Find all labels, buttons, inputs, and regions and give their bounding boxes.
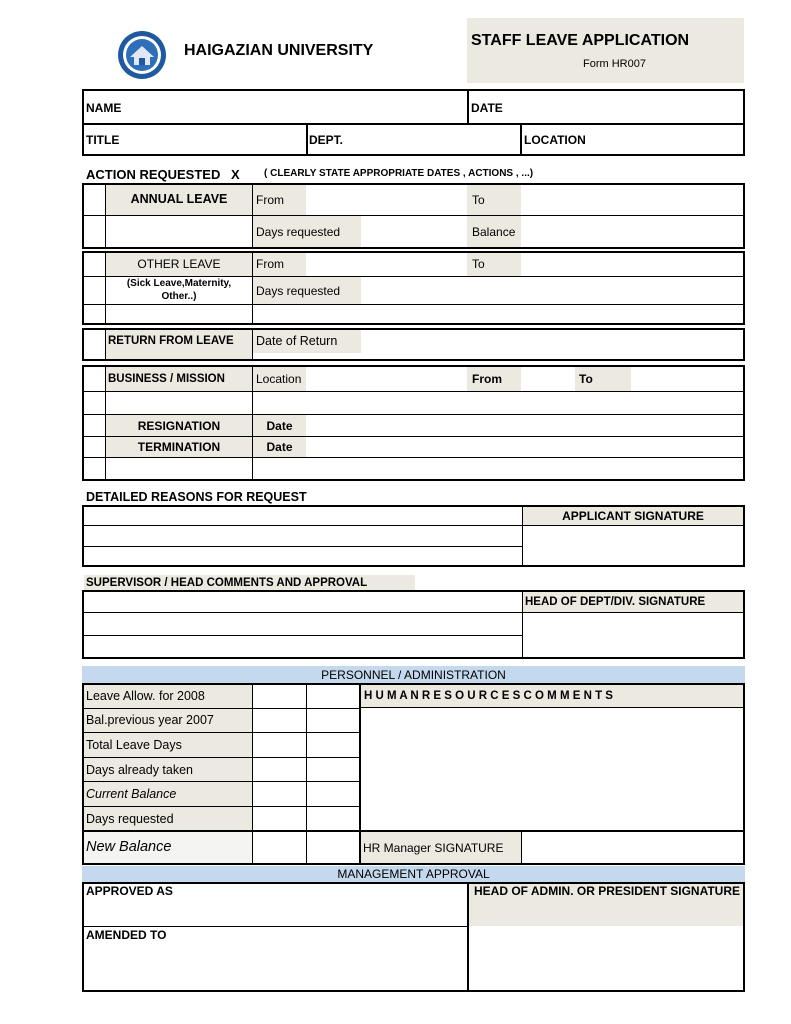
return-checkbox[interactable] <box>84 330 104 359</box>
form-title: STAFF LEAVE APPLICATION <box>471 32 690 49</box>
other-leave-checkbox[interactable] <box>84 253 104 276</box>
business-checkbox[interactable] <box>84 367 104 391</box>
other-to-field[interactable] <box>522 253 742 275</box>
personnel-row-leave-allow: Leave Allow. for 2008 <box>86 689 205 703</box>
annual-leave-checkbox[interactable] <box>84 185 104 214</box>
resignation-label: RESIGNATION <box>137 419 221 433</box>
date-field[interactable] <box>510 92 740 122</box>
personnel-heading: PERSONNEL / ADMINISTRATION <box>321 668 506 682</box>
title-field[interactable] <box>125 126 303 154</box>
approved-as-field[interactable] <box>84 899 466 925</box>
other-leave-label: OTHER LEAVE <box>137 257 221 271</box>
management-heading: MANAGEMENT APPROVAL <box>337 867 490 881</box>
personnel-value-cell[interactable] <box>254 759 305 780</box>
hr-signature-label: HR Manager SIGNATURE <box>363 841 504 855</box>
business-location-label: Location <box>256 372 302 386</box>
amended-to-field[interactable] <box>84 944 466 990</box>
amended-to-label: AMENDED TO <box>86 928 167 942</box>
logo <box>117 30 167 80</box>
head-signature-label: HEAD OF DEPT/DIV. SIGNATURE <box>525 596 706 608</box>
annual-leave-label: ANNUAL LEAVE <box>130 192 228 206</box>
annual-balance-field[interactable] <box>522 217 742 247</box>
new-balance-value[interactable] <box>254 833 358 863</box>
personnel-row-days-taken: Days already taken <box>86 763 194 777</box>
termination-date-field[interactable] <box>307 437 742 456</box>
name-label: NAME <box>86 101 122 115</box>
personnel-value-cell[interactable] <box>308 783 358 805</box>
resignation-date-label: Date <box>266 419 293 433</box>
dept-label: DEPT. <box>309 133 344 147</box>
personnel-value-cell[interactable] <box>254 808 305 829</box>
new-balance-label: New Balance <box>86 839 172 855</box>
supervisor-line-3[interactable] <box>84 637 521 657</box>
hr-comments-label: H U M A N R E S O U R C E S C O M M E N T S <box>364 690 613 702</box>
personnel-row-days-requested: Days requested <box>86 812 174 826</box>
supervisor-line-1[interactable] <box>84 592 521 612</box>
date-of-return-field[interactable] <box>362 330 742 359</box>
other-days-field[interactable] <box>362 277 742 303</box>
title-label: TITLE <box>86 133 120 147</box>
reasons-line-3[interactable] <box>84 548 521 565</box>
annual-days-label: Days requested <box>256 225 341 239</box>
other-from-field[interactable] <box>307 253 466 275</box>
annual-balance-label: Balance <box>472 225 516 239</box>
business-to-label: To <box>579 372 593 386</box>
annual-leave-checkbox-2[interactable] <box>84 217 104 247</box>
action-heading: ACTION REQUESTED <box>86 167 221 182</box>
annual-from-label: From <box>256 193 284 207</box>
head-admin-signature-field[interactable] <box>470 928 743 990</box>
personnel-row-bal-previous: Bal.previous year 2007 <box>86 713 214 727</box>
head-signature-field[interactable] <box>524 614 742 657</box>
reasons-heading: DETAILED REASONS FOR REQUEST <box>86 490 307 504</box>
location-field[interactable] <box>590 126 740 154</box>
head-admin-signature-label: HEAD OF ADMIN. OR PRESIDENT SIGNATURE <box>474 884 741 898</box>
applicant-signature-label: APPLICANT SIGNATURE <box>562 509 704 523</box>
business-label: BUSINESS / MISSION <box>108 373 225 385</box>
termination-checkbox[interactable] <box>84 437 104 457</box>
reasons-line-1[interactable] <box>84 507 521 525</box>
other-to-label: To <box>472 257 485 271</box>
business-location-field[interactable] <box>307 367 466 390</box>
annual-to-field[interactable] <box>522 185 742 214</box>
return-label: RETURN FROM LEAVE <box>108 335 234 347</box>
annual-days-field[interactable] <box>362 217 466 247</box>
personnel-row-total-leave: Total Leave Days <box>86 738 182 752</box>
other-days-label: Days requested <box>256 284 341 298</box>
supervisor-line-2[interactable] <box>84 614 521 634</box>
personnel-value-cell[interactable] <box>308 734 358 756</box>
personnel-row-current-balance: Current Balance <box>86 787 177 801</box>
other-leave-checkbox-2[interactable] <box>84 277 104 304</box>
reasons-line-2[interactable] <box>84 527 521 545</box>
resignation-date-field[interactable] <box>307 415 742 435</box>
date-of-return-label: Date of Return <box>256 334 338 348</box>
location-label: LOCATION <box>524 133 586 147</box>
approved-as-label: APPROVED AS <box>86 884 173 898</box>
personnel-value-cell[interactable] <box>308 808 358 829</box>
resignation-checkbox[interactable] <box>84 415 104 436</box>
university-name: HAIGAZIAN UNIVERSITY <box>184 42 374 59</box>
termination-date-label: Date <box>266 440 293 454</box>
other-leave-note: (Sick Leave,Maternity, Other..) <box>126 278 232 302</box>
action-x-mark: X <box>231 167 240 182</box>
personnel-value-cell[interactable] <box>308 710 358 731</box>
personnel-value-cell[interactable] <box>254 685 305 707</box>
business-from-label: From <box>472 372 502 386</box>
business-to-field[interactable] <box>632 367 742 390</box>
hr-comments-field[interactable] <box>362 709 743 829</box>
supervisor-heading: SUPERVISOR / HEAD COMMENTS AND APPROVAL <box>86 577 368 589</box>
annual-from-field[interactable] <box>307 185 466 214</box>
personnel-value-cell[interactable] <box>308 759 358 780</box>
personnel-value-cell[interactable] <box>254 734 305 756</box>
business-from-field[interactable] <box>522 367 574 390</box>
applicant-signature-field[interactable] <box>524 527 742 565</box>
name-field[interactable] <box>140 92 462 122</box>
action-instruction: ( CLEARLY STATE APPROPRIATE DATES , ACTIONS , ...) <box>264 168 534 179</box>
personnel-value-cell[interactable] <box>308 685 358 707</box>
hr-signature-field[interactable] <box>523 833 743 863</box>
other-from-label: From <box>256 257 284 271</box>
date-label: DATE <box>471 101 503 115</box>
other-leave-checkbox-3[interactable] <box>84 305 104 323</box>
form-title-box <box>467 18 744 83</box>
university-seal-icon <box>117 30 167 80</box>
personnel-value-cell[interactable] <box>254 710 305 731</box>
annual-to-label: To <box>472 193 485 207</box>
dept-field[interactable] <box>350 126 518 154</box>
personnel-value-cell[interactable] <box>254 783 305 805</box>
termination-label: TERMINATION <box>137 440 221 454</box>
form-code: Form HR007 <box>583 58 646 70</box>
